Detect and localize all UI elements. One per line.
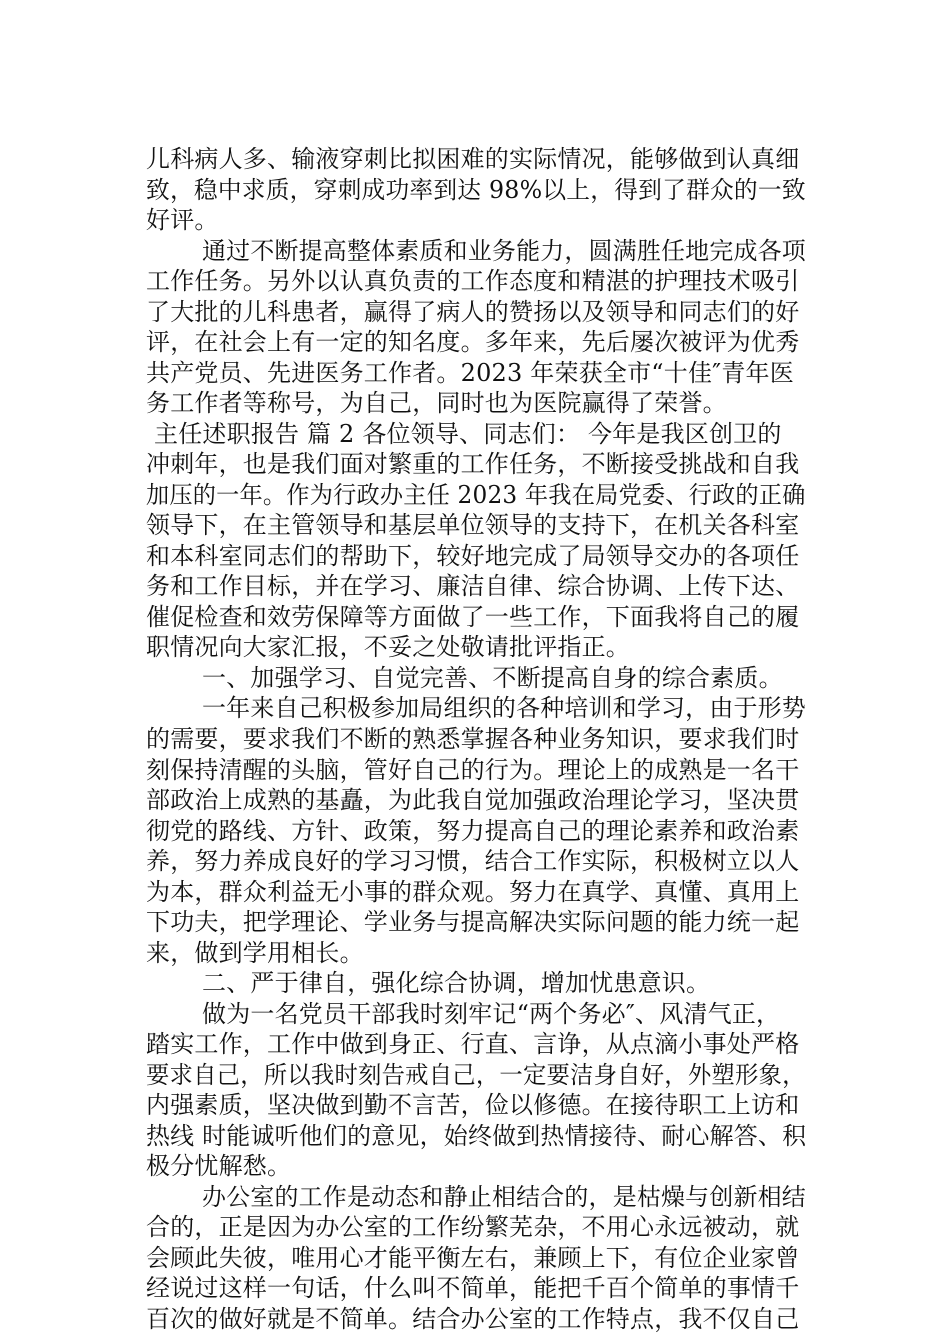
- text-line: 冲刺年，也是我们面对繁重的工作任务，不断接受挑战和自我: [146, 450, 800, 478]
- text-line: 极分忧解愁。: [146, 1152, 292, 1180]
- text-line: 催促检查和效劳保障等方面做了一些工作，下面我将自己的履: [146, 603, 800, 631]
- text-line: 下功夫，把学理论、学业务与提高解决实际问题的能力统一起: [146, 908, 800, 936]
- text-line: 好评。: [146, 206, 219, 234]
- text-line: 经说过这样一句话，什么叫不简单，能把千百个简单的事情千: [146, 1274, 800, 1302]
- text-line: 彻党的路线、方针、政策，努力提高自己的理论素养和政治素: [146, 817, 800, 845]
- paragraph-start: 办公室的工作是动态和静止相结合的，是枯燥与创新相结: [202, 1183, 806, 1211]
- text-line: 儿科病人多、输液穿刺比拟困难的实际情况，能够做到认真细: [146, 145, 800, 173]
- text-line: 热线 时能诚听他们的意见，始终做到热情接待、耐心解答、积: [146, 1122, 807, 1150]
- text-line: 和本科室同志们的帮助下，较好地完成了局领导交办的各项任: [146, 542, 800, 570]
- text-line: 工作任务。另外以认真负责的工作态度和精湛的护理技术吸引: [146, 267, 800, 295]
- paragraph-start: 做为一名党员干部我时刻牢记“两个务必″、风清气正，: [202, 1000, 781, 1028]
- text-line: 了大批的儿科患者，赢得了病人的赞扬以及领导和同志们的好: [146, 298, 800, 326]
- text-line: 内强素质，坚决做到勤不言苦，俭以修德。在接待职工上访和: [146, 1091, 800, 1119]
- text-line: 务工作者等称号，为自己，同时也为医院赢得了荣誉。: [146, 389, 727, 417]
- text-line: 的需要，要求我们不断的熟悉掌握各种业务知识，要求我们时: [146, 725, 800, 753]
- text-line: 共产党员、先进医务工作者。2023 年荣获全市“十佳″青年医: [146, 359, 794, 387]
- text-line: 要求自己，所以我时刻告戒自己，一定要洁身自好，外塑形象，: [146, 1061, 806, 1089]
- text-line: 百次的做好就是不简单。结合办公室的工作特点，我不仅自己: [146, 1305, 800, 1333]
- text-line: 合的，正是因为办公室的工作纷繁芜杂，不用心永远被动，就: [146, 1213, 800, 1241]
- subheading-1: 一、加强学习、自觉完善、不断提高自身的综合素质。: [202, 664, 783, 692]
- text-line: 为本，群众利益无小事的群众观。努力在真学、真懂、真用上: [146, 878, 800, 906]
- paragraph-start: 一年来自己积极参加局组织的各种培训和学习，由于形势: [202, 694, 806, 722]
- text-line: 领导下，在主管领导和基层单位领导的支持下，在机关各科室: [146, 511, 800, 539]
- text-line: 来，做到学用相长。: [146, 939, 364, 967]
- text-line: 会顾此失彼，唯用心才能平衡左右，兼顾上下，有位企业家曾: [146, 1244, 800, 1272]
- subheading-2: 二、严于律自，强化综合协调，增加忧患意识。: [202, 969, 711, 997]
- text-line: 致，稳中求质，穿刺成功率到达 98%以上，得到了群众的一致: [146, 176, 806, 204]
- text-line: 加压的一年。作为行政办主任 2023 年我在局党委、行政的正确: [146, 481, 806, 509]
- text-line: 踏实工作，工作中做到身正、行直、言诤，从点滴小事处严格: [146, 1030, 800, 1058]
- text-line: 评，在社会上有一定的知名度。多年来，先后屡次被评为优秀: [146, 328, 800, 356]
- section-heading: 主任述职报告 篇 2 各位领导、同志们： 今年是我区创卫的: [154, 420, 782, 448]
- text-line: 养，努力养成良好的学习习惯，结合工作实际，积极树立以人: [146, 847, 800, 875]
- text-line: 务和工作目标，并在学习、廉洁自律、综合协调、上传下达、: [146, 572, 800, 600]
- text-line: 部政治上成熟的基矗，为此我自觉加强政治理论学习，坚决贯: [146, 786, 800, 814]
- paragraph-start: 通过不断提高整体素质和业务能力，圆满胜任地完成各项: [202, 237, 806, 265]
- text-line: 职情况向大家汇报，不妥之处敬请批评指正。: [146, 633, 630, 661]
- text-line: 刻保持清醒的头脑，管好自己的行为。理论上的成熟是一名干: [146, 756, 800, 784]
